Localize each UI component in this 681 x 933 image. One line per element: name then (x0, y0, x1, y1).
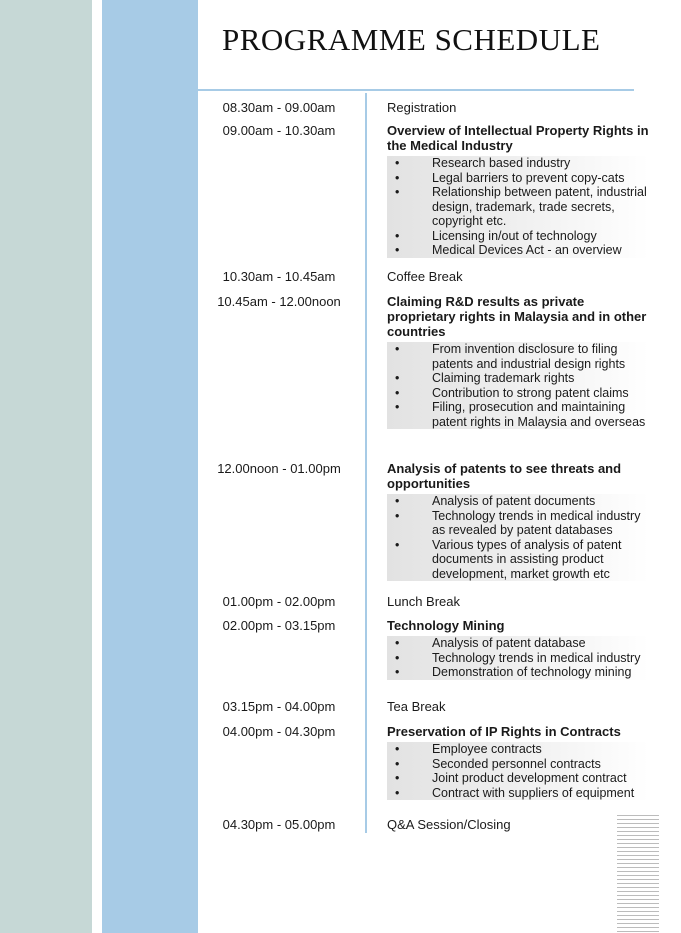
session-topics (387, 494, 649, 581)
topic-item: • Analysis of patent database (387, 636, 649, 651)
session-content (387, 100, 655, 115)
session-time: 10.30am - 10.45am (222, 269, 336, 284)
topic-item: • Medical Devices Act - an overview (387, 243, 649, 258)
session-content (387, 817, 655, 832)
topic-item: • Contribution to strong patent claims (387, 386, 649, 401)
session-content (387, 123, 655, 258)
header-divider (198, 89, 634, 91)
topic-item: • Seconded personnel contracts (387, 757, 649, 772)
topic-item: • From invention disclosure to filing patents and industrial design rights (387, 342, 649, 371)
session-label: Q&A Session/Closing (387, 817, 511, 832)
session-time: 08.30am - 09.00am (222, 100, 336, 115)
session-content (387, 294, 655, 429)
column-divider (365, 93, 367, 833)
topic-item: • Claiming trademark rights (387, 371, 649, 386)
session-heading: Claiming R&D results as private proprietary rights in Malaysia and in other countries (387, 294, 647, 339)
session-topics (387, 156, 649, 258)
session-label: Tea Break (387, 699, 446, 714)
session-heading: Overview of Intellectual Property Rights in the Medical Industry (387, 123, 649, 153)
page-title: PROGRAMME SCHEDULE (222, 22, 601, 57)
session-time: 10.45am - 12.00noon (217, 294, 341, 309)
session-content (387, 461, 655, 581)
topic-item: • Various types of analysis of patent documents in assisting product development, market growth etc (387, 538, 649, 582)
decorative-hatch (617, 815, 659, 933)
session-heading: Analysis of patents to see threats and opportunities (387, 461, 622, 491)
session-content (387, 269, 655, 284)
topic-item: • Demonstration of technology mining (387, 665, 649, 680)
session-time: 04.30pm - 05.00pm (222, 817, 336, 832)
session-time: 04.00pm - 04.30pm (222, 724, 336, 739)
session-label: Registration (387, 100, 457, 115)
session-time: 03.15pm - 04.00pm (222, 699, 336, 714)
topic-item: • Joint product development contract (387, 771, 649, 786)
topic-item: • Legal barriers to prevent copy-cats (387, 171, 649, 186)
topic-item: • Analysis of patent documents (387, 494, 649, 509)
session-topics (387, 636, 649, 680)
topic-item: • Filing, prosecution and maintaining patent rights in Malaysia and overseas (387, 400, 649, 429)
stripe-gap (92, 0, 102, 933)
topic-item: • Technology trends in medical industry (387, 651, 649, 666)
session-content (387, 594, 655, 609)
session-time: 02.00pm - 03.15pm (222, 618, 336, 633)
session-label: Lunch Break (387, 594, 460, 609)
session-topics (387, 742, 649, 800)
session-heading: Preservation of IP Rights in Contracts (387, 724, 621, 739)
session-time: 01.00pm - 02.00pm (222, 594, 336, 609)
left-grey-stripe (0, 0, 92, 933)
session-content (387, 699, 655, 714)
session-content (387, 724, 655, 800)
session-topics (387, 342, 649, 429)
session-time: 09.00am - 10.30am (222, 123, 336, 138)
session-time: 12.00noon - 01.00pm (217, 461, 341, 476)
topic-item: • Employee contracts (387, 742, 649, 757)
topic-item: • Technology trends in medical industry as revealed by patent databases (387, 509, 649, 538)
topic-item: • Relationship between patent, industrial design, trademark, trade secrets, copyright etc. (387, 185, 649, 229)
session-label: Coffee Break (387, 269, 463, 284)
left-blue-stripe (102, 0, 198, 933)
topic-item: • Licensing in/out of technology (387, 229, 649, 244)
topic-item: • Research based industry (387, 156, 649, 171)
topic-item: • Contract with suppliers of equipment (387, 786, 649, 801)
session-content (387, 618, 655, 680)
session-heading: Technology Mining (387, 618, 505, 633)
